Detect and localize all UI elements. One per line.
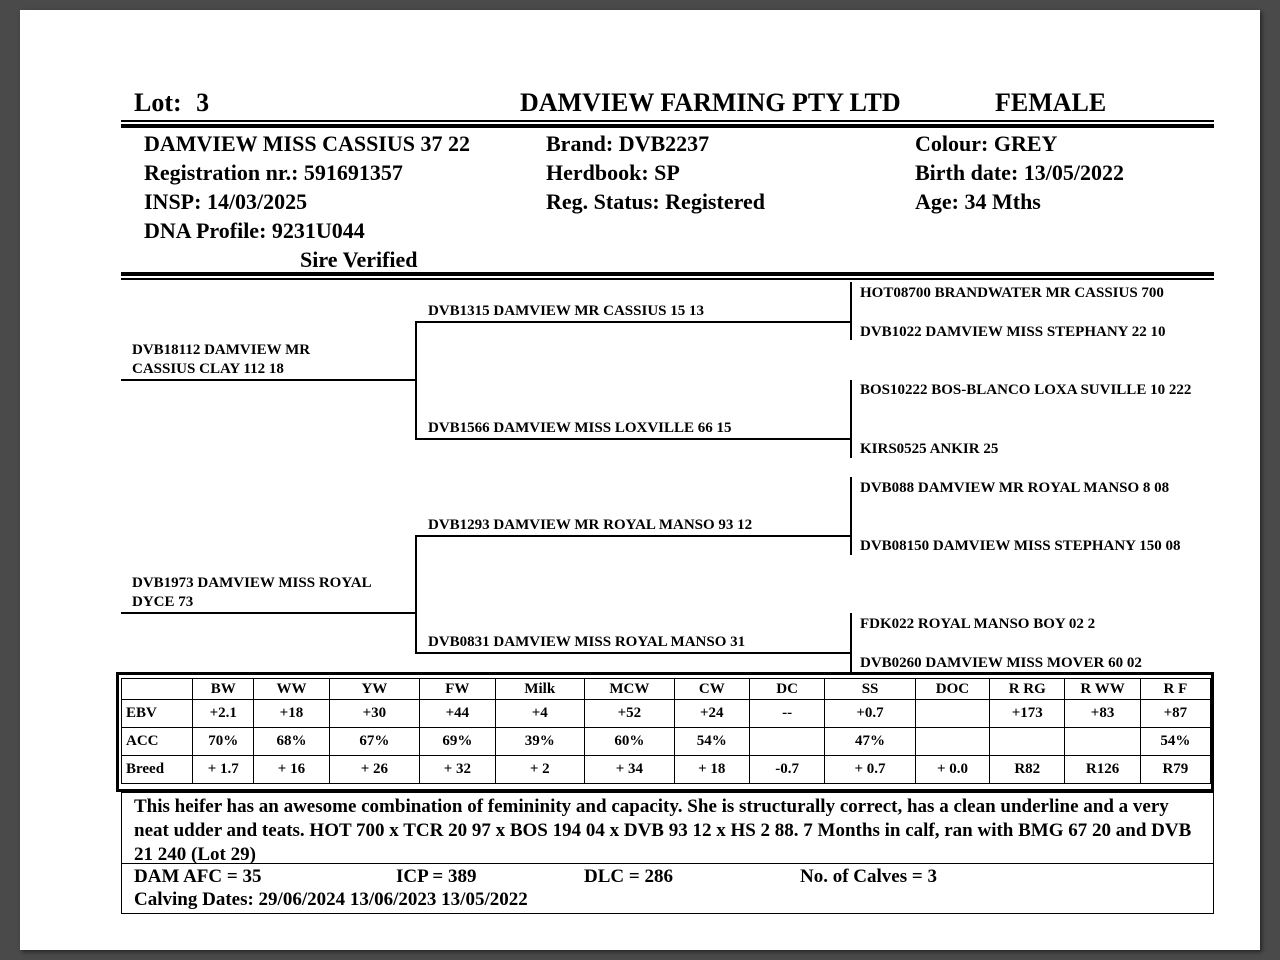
table-cell [915,728,989,756]
table-cell: 54% [674,728,749,756]
table-cell [990,728,1065,756]
row-label: EBV [122,700,193,728]
pedigree-ss-sire: HOT08700 BRANDWATER MR CASSIUS 700 [860,285,1164,301]
animal-info-left [144,129,470,274]
table-cell: + 1.7 [193,756,254,784]
comment-box: This heifer has an awesome combination of femininity and capacity. She is structurally correct, has a clean underline and a very neat udder and teats. HOT 700 x TCR 20 97 x BOS 194 04 x DVB 93 12 x HS 2 88. 7 Months in calf, ran with BMG 67 20 and DVB 21 240 (Lot 29) [121,792,1214,864]
table-cell: + 26 [329,756,420,784]
icp: ICP = 389 [396,866,477,887]
breed-row [122,756,1211,784]
table-cell: 70% [193,728,254,756]
ebv-table [121,678,1211,784]
table-cell: -- [749,700,824,728]
ebv-col-header: FW [420,679,495,700]
age: Age: 34 Mths [915,189,1041,214]
dam-sire-line [415,535,850,537]
table-cell: R79 [1140,756,1210,784]
dna-profile: DNA Profile: 9231U044 [144,218,365,243]
pedigree-sire-dam: DVB1566 DAMVIEW MISS LOXVILLE 66 15 [428,420,732,436]
table-cell: + 16 [254,756,329,784]
animal-info-middle [546,129,765,216]
ebv-col-header: BW [193,679,254,700]
pedigree-sd-dam: KIRS0525 ANKIR 25 [860,441,999,457]
table-cell: +44 [420,700,495,728]
birth-date: Birth date: 13/05/2022 [915,160,1124,185]
ebv-row [122,700,1211,728]
lot-label [134,88,209,118]
pedigree-sire: DVB18112 DAMVIEW MR CASSIUS CLAY 112 18 [132,342,311,377]
registration-number: Registration nr.: 591691357 [144,160,403,185]
pedigree-dam: DVB1973 DAMVIEW MISS ROYAL DYCE 73 [132,575,371,610]
table-cell: + 0.0 [915,756,989,784]
breeder-name: DAMVIEW FARMING PTY LTD [520,88,901,117]
pedigree-dd-dam: DVB0260 DAMVIEW MISS MOVER 60 02 [860,655,1142,671]
table-cell: +24 [674,700,749,728]
ebv-col-header: R F [1140,679,1210,700]
table-cell: +52 [585,700,675,728]
dam-bracket [415,535,417,652]
table-cell: 39% [495,728,585,756]
ebv-col-header: YW [329,679,420,700]
pedigree-dam-dam: DVB0831 DAMVIEW MISS ROYAL MANSO 31 [428,634,746,650]
sire-line [121,379,415,381]
dam-dam-line [415,652,850,654]
ebv-col-header: DC [749,679,824,700]
pedigree-sire-sire: DVB1315 DAMVIEW MR CASSIUS 15 13 [428,303,704,319]
ebv-col-header: WW [254,679,329,700]
table-cell: +2.1 [193,700,254,728]
header-thick-rule [121,124,1214,128]
sire-bracket [415,321,417,438]
pedigree-dam-sire: DVB1293 DAMVIEW MR ROYAL MANSO 93 12 [428,517,753,533]
ebv-col-header: Milk [495,679,585,700]
insp-date: INSP: 14/03/2025 [144,189,308,214]
dd-bracket [850,613,852,672]
ebv-col-header: R WW [1065,679,1140,700]
info-thick-rule [121,272,1214,276]
ss-bracket [850,282,852,340]
no-of-calves: No. of Calves = 3 [800,866,937,887]
sd-bracket [850,380,852,458]
table-cell: + 32 [420,756,495,784]
lot-sheet [20,10,1260,950]
table-cell: +30 [329,700,420,728]
row-label: Breed [122,756,193,784]
table-cell [1065,728,1140,756]
table-cell [749,728,824,756]
pedigree-ds-dam: DVB08150 DAMVIEW MISS STEPHANY 150 08 [860,538,1181,554]
lot-number: 3 [196,88,210,117]
calving-dates: Calving Dates: 29/06/2024 13/06/2023 13/05/2022 [134,889,528,910]
ebv-col-header: DOC [915,679,989,700]
dam-line [121,612,415,614]
info-rule [121,278,1214,280]
table-cell: +18 [254,700,329,728]
ebv-col-header: SS [825,679,916,700]
colour: Colour: GREY [915,131,1058,156]
table-cell: + 0.7 [825,756,916,784]
brand: Brand: DVB2237 [546,131,710,156]
herdbook: Herdbook: SP [546,160,680,185]
table-cell: +83 [1065,700,1140,728]
table-cell: 69% [420,728,495,756]
ebv-header-row [122,679,1211,700]
sire-verified: Sire Verified [300,247,418,272]
ds-bracket [850,477,852,555]
footer-box [121,864,1214,914]
header-rule [121,120,1214,122]
ebv-col-header: R RG [990,679,1065,700]
ebv-col-header: CW [674,679,749,700]
pedigree-sd-sire: BOS10222 BOS-BLANCO LOXA SUVILLE 10 222 [860,382,1192,398]
lot-label-text: Lot: [134,88,182,117]
ebv-col-header [122,679,193,700]
table-cell: +4 [495,700,585,728]
animal-info-right [915,129,1124,216]
table-cell: + 18 [674,756,749,784]
animal-name: DAMVIEW MISS CASSIUS 37 22 [144,131,470,156]
pedigree-ss-dam: DVB1022 DAMVIEW MISS STEPHANY 22 10 [860,324,1166,340]
dam-afc: DAM AFC = 35 [134,866,262,887]
ebv-col-header: MCW [585,679,675,700]
acc-row [122,728,1211,756]
table-cell: +87 [1140,700,1210,728]
table-cell: 54% [1140,728,1210,756]
sire-dam-line [415,438,850,440]
table-cell: 68% [254,728,329,756]
pedigree-ds-sire: DVB088 DAMVIEW MR ROYAL MANSO 8 08 [860,480,1170,496]
table-cell: + 2 [495,756,585,784]
table-cell [915,700,989,728]
table-cell: +0.7 [825,700,916,728]
sire-sire-line [415,321,850,323]
table-cell: 67% [329,728,420,756]
sex-label: FEMALE [995,88,1107,117]
table-cell: R126 [1065,756,1140,784]
table-cell: -0.7 [749,756,824,784]
pedigree-dd-sire: FDK022 ROYAL MANSO BOY 02 2 [860,616,1096,632]
dlc: DLC = 286 [584,866,673,887]
reg-status: Reg. Status: Registered [546,189,765,214]
table-cell: +173 [990,700,1065,728]
table-cell: 47% [825,728,916,756]
row-label: ACC [122,728,193,756]
table-cell: R82 [990,756,1065,784]
table-cell: 60% [585,728,675,756]
table-cell: + 34 [585,756,675,784]
